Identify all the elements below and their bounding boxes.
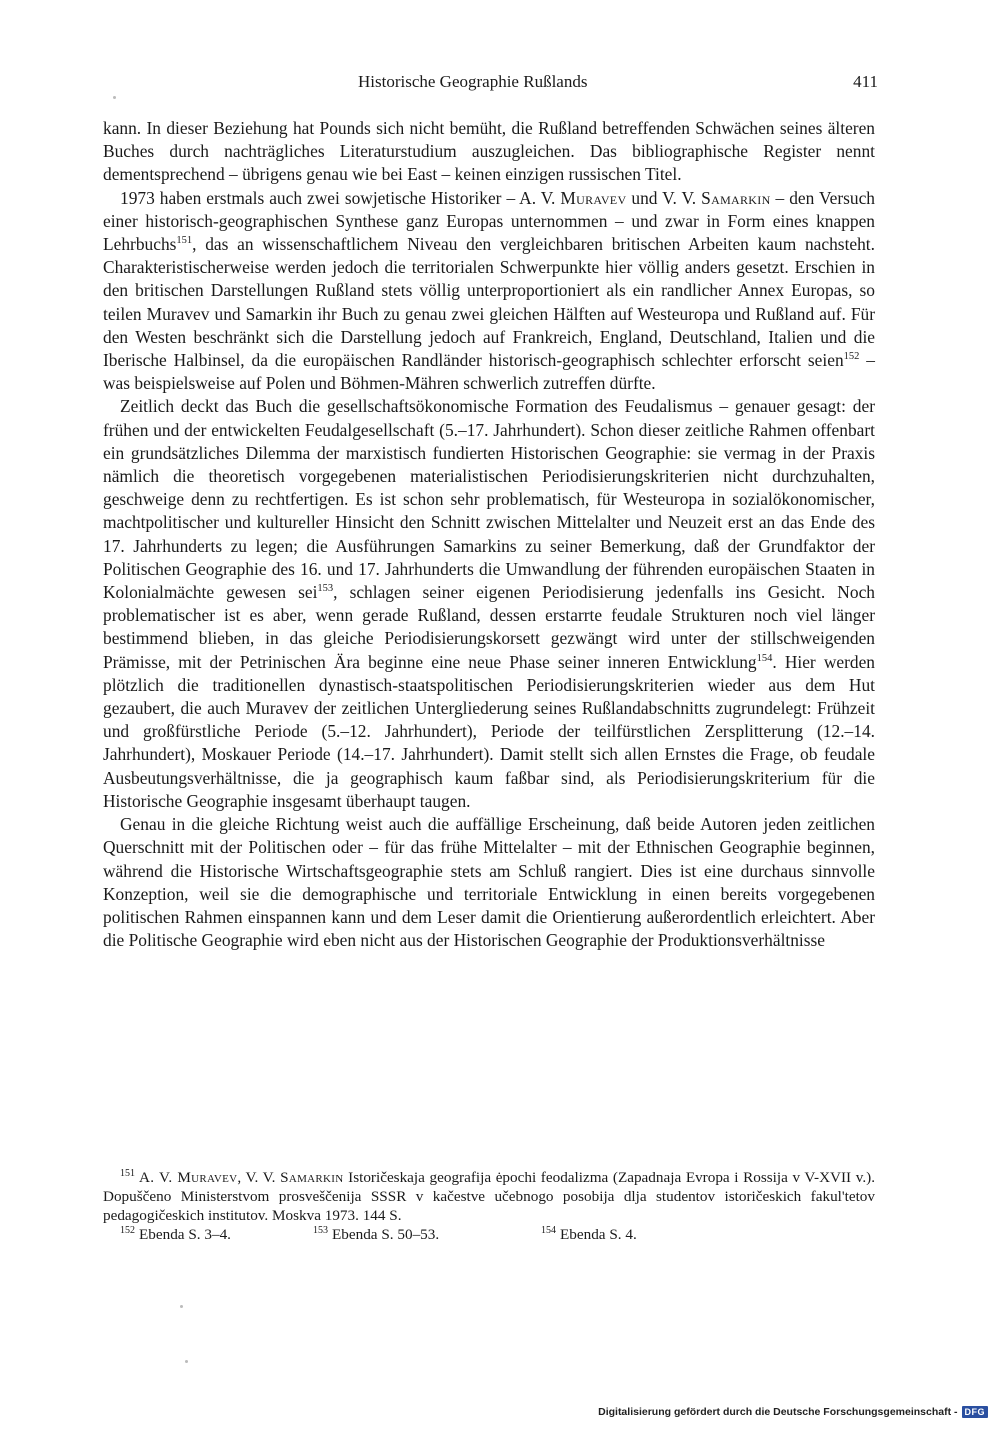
text-run: , V. V. (237, 1169, 281, 1186)
text-run: . Hier werden plötzlich die traditionellen dynastisch-staatspolitischen Periodisierungskriterien wieder aus dem Hut gezaubert, die auch Muravev der zeitlichen Untergliederung seines Rußlandabschnitts zugrundelegt: Frühzeit und großfürstliche Periode (5.–12. Jahrhundert), Periode der teilfürstlichen Zersplitterung (12.–14. Jahrhundert), Moskauer Periode (14.–17. Jahrhundert). Damit stellt sich allen Ernstes die Frage, ob feudale Ausbeutungsverhältnisse, die ja geographisch kaum faßbar sind, als Periodisierungskriterium für die Historische Geographie insgesamt überhaupt taugen. (103, 651, 875, 811)
footnote-row (103, 1225, 875, 1244)
digitization-notice (598, 1404, 988, 1420)
paragraph-4: Genau in die gleiche Richtung weist auch die auffällige Erscheinung, daß beide Autoren jeden zeitlichen Querschnitt mit der Politischen oder – für das frühe Mittelalter – mit der Ethnischen Geographie beginnen, während die Historische Wirtschaftsgeographie stets am Schluß rangiert. Dies ist eine durchaus sinnvolle Konzeption, weil sie die demographische und territoriale Entwicklung in einen bereits vorgegebenen politischen Rahmen einspannen kann und dem Leser damit die Orientierung außerordentlich erleichtert. Aber die Politische Geographie wird eben nicht aus der Historischen Geographie der Produktionsverhältnisse (103, 814, 875, 951)
scan-speck (180, 1305, 183, 1308)
footnote-ref: 153 (317, 583, 334, 595)
author-name: A. V. Muravev (139, 1169, 238, 1186)
scan-speck (185, 1360, 188, 1363)
author-name: Samarkin (280, 1169, 344, 1186)
text-run: Istoričeskaja geografija ėpochi feodalizma (Zapadnaja Evropa i Rossija v V-XVII v.). Dopuščeno Ministerstvom prosveščenija SSSR v kačestve učebnogo posobija dlja studentov istoričeskich fakul'tetov pedagogičeskich institutov. Moskva 1973. 144 S. (103, 1169, 875, 1224)
text-run: – den Versuch einer historisch-geographischen Synthese ganz Europas unternommen – und zwar in Form eines knappen Lehrbuchs (103, 187, 875, 255)
footnote-number: 154 (541, 1224, 556, 1236)
running-title: Historische Geographie Rußlands (358, 72, 588, 91)
footnotes (103, 1168, 875, 1244)
dfg-logo: DFG (962, 1406, 989, 1418)
footnote-ref: 151 (176, 235, 193, 247)
footnote-text: Ebenda S. 4. (560, 1226, 637, 1243)
text-run: Zeitlich deckt das Buch die gesellschaftsökonomische Formation des Feudalismus – genauer gesagt: der frühen und der entwickelten Feudalgesellschaft (5.–17. Jahrhundert). Schon dieser zeitliche Rahmen offenbart ein grundsätzliches Dilemma der marxistisch fundierten Historischen Geographie: sie vermag in der Praxis nämlich die theoretisch vorgegebenen materialistischen Periodisierungskriterien nicht durchzuhalten, geschweige denn zu rechtfertigen. Es ist schon sehr problematisch, für Westeuropa in sozialökonomischer, machtpolitischer und kultureller Hinsicht den Schnitt zwischen Mittelalter und Neuzeit erst an das Ende des 17. Jahrhunderts zu legen; die Ausführungen Samarkins zu seiner Bemerkung, daß der Grundfaktor der Politischen Geographie des 16. und 17. Jahrhunderts die Umwandlung der führenden europäischen Staaten in Kolonialmächte gewesen sei (103, 396, 875, 603)
main-text (103, 117, 875, 952)
paragraph-3 (103, 395, 875, 813)
text-run: , das an wissenschaftlichem Niveau den vergleichbaren britischen Arbeiten kaum nachsteht. Charakteristischerweise werden jedoch die territorialen Schwerpunkte hier völlig anders gesetzt. Erschien in den britischen Darstellungen Rußland stets völlig unterproportioniert als ein randlicher Annex Europas, so teilen Muravev und Samarkin ihr Buch zu genau zwei gleichen Hälften auf Westeuropa und Rußland auf. Für den Westen beschränkt sich die Darstellung jedoch auf Frankreich, England, Deutschland, Italien und die Iberische Halbinsel, da die europäischen Randländer historisch-geographisch schlechter erforscht seien (103, 234, 875, 371)
text-run: – was beispielsweise auf Polen und Böhmen-Mähren schwerlich zutreffen dürfte. (103, 350, 875, 394)
footnote-text: Ebenda S. 50–53. (332, 1226, 440, 1243)
footnote-ref: 152 (843, 351, 860, 363)
text-run: und V. V. (626, 187, 702, 208)
page-number: 411 (853, 72, 878, 91)
footnote-153 (313, 1225, 541, 1244)
text-run: 1973 haben erstmals auch zwei sowjetische Historiker – A. V. (120, 187, 561, 208)
paragraph-2 (103, 187, 875, 396)
footnote-151 (103, 1168, 875, 1225)
author-name: Samarkin (701, 187, 771, 208)
footnote-152 (120, 1225, 313, 1244)
digitization-text: Digitalisierung gefördert durch die Deutsche Forschungsgemeinschaft - (598, 1406, 958, 1418)
running-header (358, 72, 878, 98)
author-name: Muravev (560, 187, 627, 208)
footnote-text: Ebenda S. 3–4. (139, 1226, 231, 1243)
footnote-number: 153 (313, 1224, 328, 1236)
footnote-number: 151 (120, 1167, 135, 1179)
footnote-154 (541, 1225, 637, 1244)
paragraph-1: kann. In dieser Beziehung hat Pounds sich nicht bemüht, die Rußland betreffenden Schwächen seines älteren Buches durch nachträgliches Literaturstudium auszugleichen. Das bibliographische Register nennt dementsprechend – übrigens genau wie bei East – keinen einzigen russischen Titel. (103, 118, 875, 185)
footnote-number: 152 (120, 1224, 135, 1236)
text-run: , schlagen seiner eigenen Periodisierung jedenfalls ins Gesicht. Noch problematischer ist es aber, wenn gerade Rußland, dessen erstarrte feudale Strukturen noch viel länger bestimmend blieben, in das gleiche Periodisierungskorsett gezwängt wird unter der stillschweigenden Prämisse, mit der Petrinischen Ära beginne eine neue Phase seiner inneren Entwicklung (103, 582, 875, 672)
scan-speck (113, 96, 116, 99)
footnote-ref: 154 (756, 652, 773, 664)
